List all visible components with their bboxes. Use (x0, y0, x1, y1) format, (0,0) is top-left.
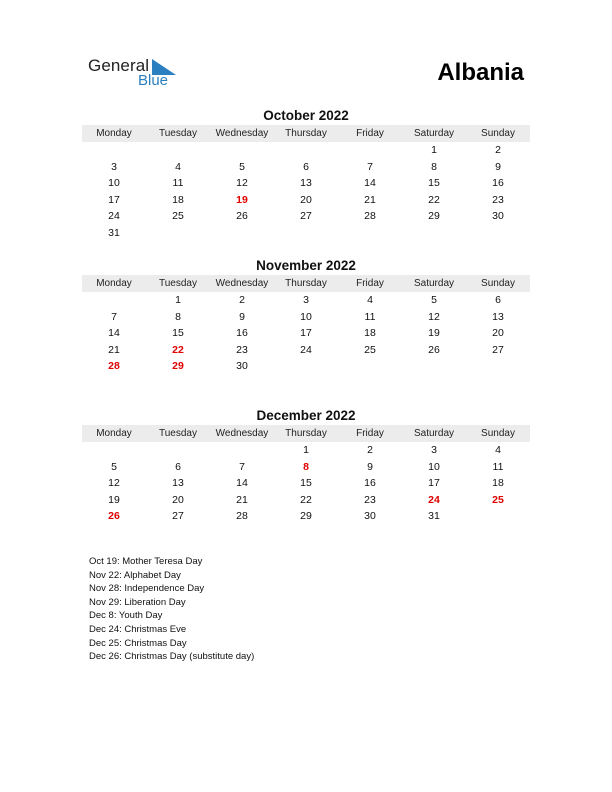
date-cell: 12 (108, 477, 120, 490)
holiday-entry: Nov 29: Liberation Day (89, 596, 186, 608)
date-cell: 14 (364, 177, 376, 190)
date-cell: 22 (428, 193, 440, 206)
date-cell: 12 (236, 177, 248, 190)
logo-text-blue: Blue (138, 72, 169, 89)
week-row (82, 459, 530, 476)
date-cell: 2 (367, 444, 373, 457)
week-row (82, 225, 530, 242)
date-cell: 4 (495, 444, 501, 457)
week-row (82, 358, 530, 375)
weekday-label: Friday (356, 278, 384, 289)
date-cell: 20 (300, 193, 312, 206)
date-cell: 21 (108, 343, 120, 356)
date-cell: 17 (108, 193, 120, 206)
date-cell: 21 (236, 493, 248, 506)
month-title: November 2022 (256, 258, 356, 273)
date-cell: 9 (367, 460, 373, 473)
holiday-entry: Oct 19: Mother Teresa Day (89, 556, 203, 567)
date-cell: 14 (236, 477, 248, 490)
weekday-header-row (82, 125, 530, 142)
date-cell: 23 (364, 493, 376, 506)
week-row (82, 309, 530, 326)
weekday-label: Thursday (285, 128, 327, 139)
date-cell: 10 (300, 310, 312, 323)
date-cell: 15 (428, 177, 440, 190)
date-cell: 23 (236, 343, 248, 356)
weekday-label: Friday (356, 128, 384, 139)
week-row (82, 142, 530, 159)
month-december (82, 407, 530, 525)
date-cell: 1 (175, 294, 181, 307)
date-cell: 25 (172, 210, 184, 223)
date-cell: 7 (111, 310, 117, 323)
date-cell: 27 (172, 510, 184, 523)
date-cell: 24 (300, 343, 312, 356)
date-cell: 15 (172, 327, 184, 340)
date-cell: 3 (431, 444, 437, 457)
date-cell: 23 (492, 193, 504, 206)
date-cell: 11 (172, 177, 184, 190)
weekday-header-row (82, 425, 530, 442)
date-cell: 18 (172, 193, 184, 206)
generalblue-logo (88, 56, 188, 92)
week-row (82, 192, 530, 209)
weekday-label: Wednesday (215, 128, 269, 139)
week-row (82, 342, 530, 359)
date-cell: 24 (108, 210, 120, 223)
date-cell: 17 (428, 477, 440, 490)
month-november (82, 257, 530, 375)
date-cell: 19 (428, 327, 440, 340)
date-cell: 10 (428, 460, 440, 473)
holiday-entry: Dec 26: Christmas Day (substitute day) (89, 651, 255, 663)
date-cell: 6 (303, 160, 309, 173)
date-cell: 8 (175, 310, 181, 323)
date-cell: 31 (428, 510, 440, 523)
weekday-label: Wednesday (215, 278, 269, 289)
date-cell: 14 (108, 327, 120, 340)
weekday-label: Friday (356, 428, 384, 439)
weekday-label: Monday (96, 128, 132, 139)
date-cell: 4 (367, 294, 373, 307)
week-row (82, 292, 530, 309)
country-title: Albania (437, 59, 524, 86)
week-row (82, 475, 530, 492)
holiday-date-cell: 8 (303, 460, 309, 473)
week-row (82, 175, 530, 192)
holiday-date-cell: 29 (172, 360, 184, 373)
date-cell: 2 (495, 144, 501, 157)
weekday-label: Monday (96, 428, 132, 439)
holiday-entry: Dec 24: Christmas Eve (89, 623, 187, 635)
week-row (82, 208, 530, 225)
weekday-label: Wednesday (215, 428, 269, 439)
date-cell: 30 (492, 210, 504, 223)
date-cell: 29 (428, 210, 440, 223)
date-cell: 10 (108, 177, 120, 190)
month-october (82, 107, 530, 241)
weekday-label: Saturday (413, 428, 455, 439)
holiday-date-cell: 24 (428, 493, 440, 506)
holiday-date-cell: 26 (108, 510, 120, 523)
date-cell: 5 (111, 460, 117, 473)
week-row (82, 159, 530, 176)
date-cell: 18 (492, 477, 504, 490)
weekday-label: Saturday (413, 278, 455, 289)
date-cell: 27 (492, 343, 504, 356)
date-cell: 5 (431, 294, 437, 307)
weekday-label: Sunday (481, 428, 515, 439)
date-cell: 12 (428, 310, 440, 323)
date-cell: 4 (175, 160, 181, 173)
holiday-date-cell: 19 (236, 193, 248, 206)
date-cell: 28 (364, 210, 376, 223)
week-row (82, 492, 530, 509)
date-cell: 6 (495, 294, 501, 307)
logo-text-general: General (88, 56, 150, 75)
holiday-entry: Dec 8: Youth Day (89, 610, 163, 622)
holiday-entry: Dec 25: Christmas Day (89, 637, 187, 649)
week-row (82, 325, 530, 342)
month-title: October 2022 (263, 108, 349, 123)
date-cell: 11 (492, 460, 504, 473)
weekday-label: Tuesday (159, 128, 197, 139)
week-row (82, 442, 530, 459)
date-cell: 6 (175, 460, 181, 473)
weekday-label: Thursday (285, 278, 327, 289)
weekday-label: Sunday (481, 278, 515, 289)
date-cell: 26 (236, 210, 248, 223)
date-cell: 7 (367, 160, 373, 173)
date-cell: 22 (300, 493, 312, 506)
date-cell: 2 (239, 294, 245, 307)
date-cell: 15 (300, 477, 312, 490)
date-cell: 27 (300, 210, 312, 223)
date-cell: 16 (236, 327, 248, 340)
date-cell: 19 (108, 493, 120, 506)
weekday-label: Monday (96, 278, 132, 289)
date-cell: 13 (172, 477, 184, 490)
date-cell: 13 (300, 177, 312, 190)
date-cell: 31 (108, 226, 120, 239)
date-cell: 13 (492, 310, 504, 323)
date-cell: 5 (239, 160, 245, 173)
month-title: December 2022 (256, 408, 356, 423)
date-cell: 28 (236, 510, 248, 523)
weekday-label: Tuesday (159, 278, 197, 289)
date-cell: 20 (492, 327, 504, 340)
date-cell: 7 (239, 460, 245, 473)
holiday-list (89, 555, 254, 664)
date-cell: 8 (431, 160, 437, 173)
date-cell: 21 (364, 193, 376, 206)
date-cell: 16 (364, 477, 376, 490)
date-cell: 26 (428, 343, 440, 356)
date-cell: 3 (111, 160, 117, 173)
date-cell: 17 (300, 327, 312, 340)
weekday-label: Sunday (481, 128, 515, 139)
holiday-date-cell: 25 (492, 493, 504, 506)
holiday-date-cell: 28 (108, 360, 120, 373)
date-cell: 11 (364, 310, 376, 323)
date-cell: 20 (172, 493, 184, 506)
weekday-label: Tuesday (159, 428, 197, 439)
weekday-header-row (82, 275, 530, 292)
weekday-label: Thursday (285, 428, 327, 439)
date-cell: 9 (495, 160, 501, 173)
weekday-label: Saturday (413, 128, 455, 139)
date-cell: 9 (239, 310, 245, 323)
holiday-entry: Nov 28: Independence Day (89, 583, 205, 595)
holiday-entry: Nov 22: Alphabet Day (89, 569, 181, 581)
date-cell: 1 (303, 444, 309, 457)
date-cell: 30 (364, 510, 376, 523)
date-cell: 29 (300, 510, 312, 523)
date-cell: 3 (303, 294, 309, 307)
week-row (82, 508, 530, 525)
date-cell: 16 (492, 177, 504, 190)
holiday-date-cell: 22 (172, 343, 184, 356)
date-cell: 1 (431, 144, 437, 157)
date-cell: 25 (364, 343, 376, 356)
date-cell: 18 (364, 327, 376, 340)
date-cell: 30 (236, 360, 248, 373)
